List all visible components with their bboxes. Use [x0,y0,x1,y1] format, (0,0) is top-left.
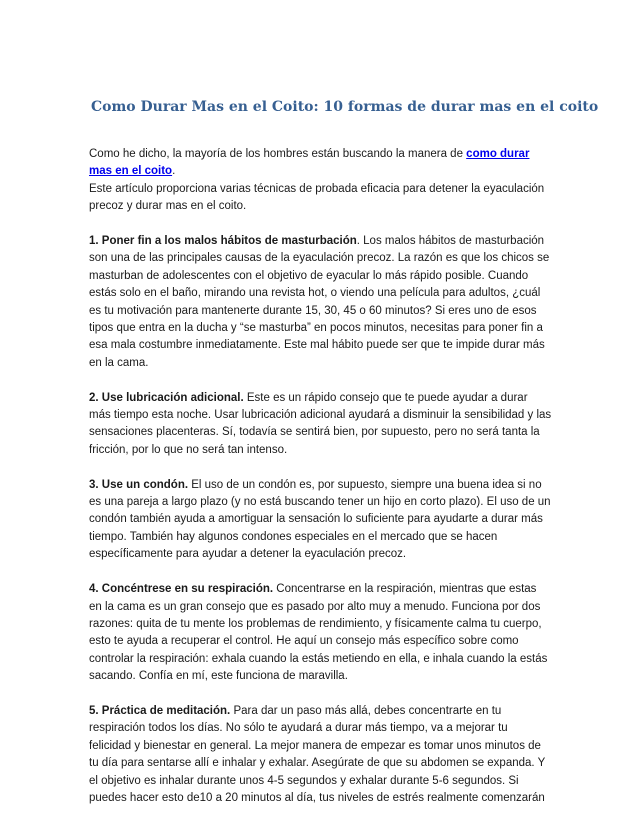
tip-heading: 4. Concéntrese en su respiración. [89,583,274,596]
tip-paragraph [89,703,552,807]
document-body [89,146,552,825]
tip-paragraph [89,233,552,372]
tip-paragraph [89,390,552,460]
intro-paragraph [89,146,552,181]
tip-heading: 5. Práctica de meditación. [89,704,231,717]
tip-heading: 1. Poner fin a los malos hábitos de masturbación [89,235,357,248]
document-title: Como Durar Mas en el Coito: 10 formas de durar mas en el coito [91,99,599,115]
tip-heading: 2. Use lubricación adicional. [89,391,244,404]
tip-paragraph [89,477,552,564]
tip-body: Concentrarse en la respiración, mientras que estas en la cama es un gran consejo que es pasado por alto muy a menudo. Funciona por dos razones: quita de tu mente los problemas de rendimiento, y físicamente calma tu cuerpo, esto te ayuda a recuperar el control. He aquí un consejo más específico sobre como controlar la respiración: exhala cuando la estás metiendo en ella, e inhala cuando la estás sacando. Confía en mí, este funciona de maravilla. [89,583,548,683]
intro-text-end: . [172,165,176,178]
tip-body: . Los malos hábitos de masturbación son una de las principales causas de la eyaculación precoz. La razón es que los chicos se masturban de adolescentes con el objetivo de eyacular lo más rápido posible. Cuando estás solo en el baño, mirando una revista hot, o viendo una película para adultos, ¿cuál es tu motivación para mantenerte durante 15, 30, 45 o 60 minutos? Si eres uno de esos tipos que entra en la ducha y “se masturba” en pocos minutos, necesitas para poner fin a esa mala costumbre inmediatamente. Este mal hábito puede ser que te impide durar más en la cama. [89,235,550,369]
intro2-paragraph: Este artículo proporciona varias técnicas de probada eficacia para detener la eyaculación precoz y durar mas en el coito. [89,182,545,213]
tip-body: Este es un rápido consejo que te puede ayudar a durar más tiempo esta noche. Usar lubricación adicional ayudará a disminuir la sensibilidad y las sensaciones placenteras. Sí, todavía se sentirá bien, por supuesto, pero no será tanta la fricción, por lo que no será tan intenso. [89,391,552,456]
intro-text: Como he dicho, la mayoría de los hombres están buscando la manera de [89,148,467,160]
tip-heading: 3. Use un condón. [89,478,189,491]
tip-body: Para dar un paso más allá, debes concentrarte en tu respiración todos los días. No sólo te ayudará a durar más tiempo, va a mejorar tu felicidad y bienestar en general. La mejor manera de empezar es tomar unos minutos de tu día para sentarse allí e inhalar y exhalar. Asegúrate de que su abdomen se expanda. Y el objetivo es inhalar durante unos 4-5 segundos y exhalar durante 5-6 segundos. Si puedes hacer esto de10 a 20 minutos al día, tus niveles de estrés realmente comenzarán [89,704,546,804]
como-durar-link[interactable]: como durar mas en el coito [89,148,530,178]
tip-body: El uso de un condón es, por supuesto, siempre una buena idea si no es una pareja a largo plazo (y no está buscando tener un hijo en corto plazo). El uso de un condón también ayuda a amortiguar la sensación lo suficiente para ayudarte a durar más tiempo. También hay algunos condones especiales en el mercado que se hacen específicamente para ayudar a detener la eyaculación precoz. [89,478,551,561]
tip-paragraph [89,581,552,685]
